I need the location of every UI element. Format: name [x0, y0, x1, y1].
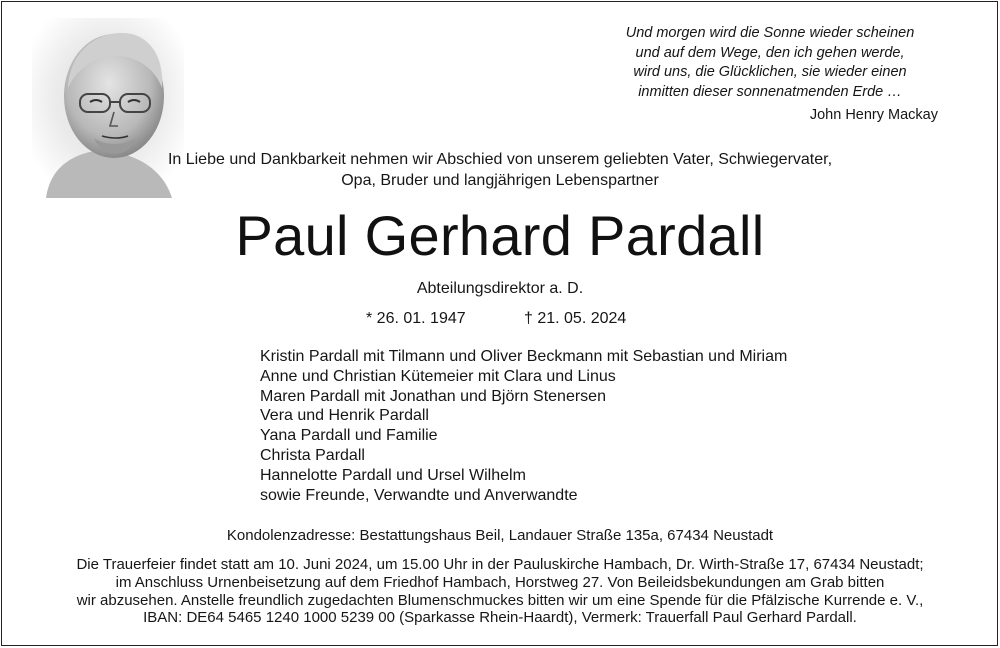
poem-line: und auf dem Wege, den ich gehen werde, [635, 44, 905, 61]
poem-author: John Henry Mackay [809, 107, 938, 123]
mourner-entry: Maren Pardall mit Jonathan und Björn Stenersen [260, 387, 606, 405]
mourner-entry: Anne und Christian Kütemeier mit Clara und Linus [260, 367, 616, 385]
poem-line: wird uns, die Glücklichen, sie wieder einen [633, 64, 907, 80]
poem-line: Und morgen wird die Sonne wieder scheinen [625, 25, 915, 41]
funeral-info-line: wir abzusehen. Anstelle freundlich zugedachten Blumenschmuckes bitten wir um eine Spende für die Pfälzische Kurrende e. V., [76, 591, 924, 609]
funeral-info [20, 556, 980, 627]
intro-line: Opa, Bruder und langjährigen Lebenspartner [341, 171, 659, 189]
intro-line: In Liebe und Dankbarkeit nehmen wir Abschied von unserem geliebten Vater, Schwiegervater, [167, 151, 833, 168]
poem-quote [560, 24, 980, 102]
deceased-name: Paul Gerhard Pardall [235, 204, 765, 267]
funeral-info-line: im Anschluss Urnenbeisetzung auf dem Friedhof Hambach, Horstweg 27. Von Beileidsbekundungen am Grab bitten [115, 573, 885, 591]
funeral-info-line: Die Trauerfeier findet statt am 10. Juni 2024, um 15.00 Uhr in der Pauluskirche Hambach, Dr. Wirth-Straße 17, 67434 Neustadt; [76, 556, 924, 573]
mourner-entry: Christa Pardall [260, 446, 365, 464]
death-date: † 21. 05. 2024 [524, 310, 627, 327]
mourner-entry: sowie Freunde, Verwandte und Anverwandte [260, 486, 578, 504]
deceased-title: Abteilungsdirektor a. D. [416, 280, 584, 297]
funeral-info-line: IBAN: DE64 5465 1240 1000 5239 00 (Sparkasse Rhein-Haardt), Vermerk: Trauerfall Paul Gerhard Pardall. [143, 609, 857, 627]
mourners-list [260, 347, 900, 505]
mourner-entry: Yana Pardall und Familie [260, 427, 438, 445]
birth-date: * 26. 01. 1947 [366, 310, 466, 327]
mourner-entry: Vera und Henrik Pardall [260, 407, 429, 425]
condolence-address: Kondolenzadresse: Bestattungshaus Beil, Landauer Straße 135a, 67434 Neustadt [226, 527, 774, 544]
poem-line: inmitten dieser sonnenatmenden Erde … [638, 83, 902, 100]
mourner-entry: Kristin Pardall mit Tilmann und Oliver Beckmann mit Sebastian und Miriam [260, 348, 788, 365]
intro-text [150, 150, 850, 191]
mourner-entry: Hannelotte Pardall und Ursel Wilhelm [260, 466, 526, 484]
